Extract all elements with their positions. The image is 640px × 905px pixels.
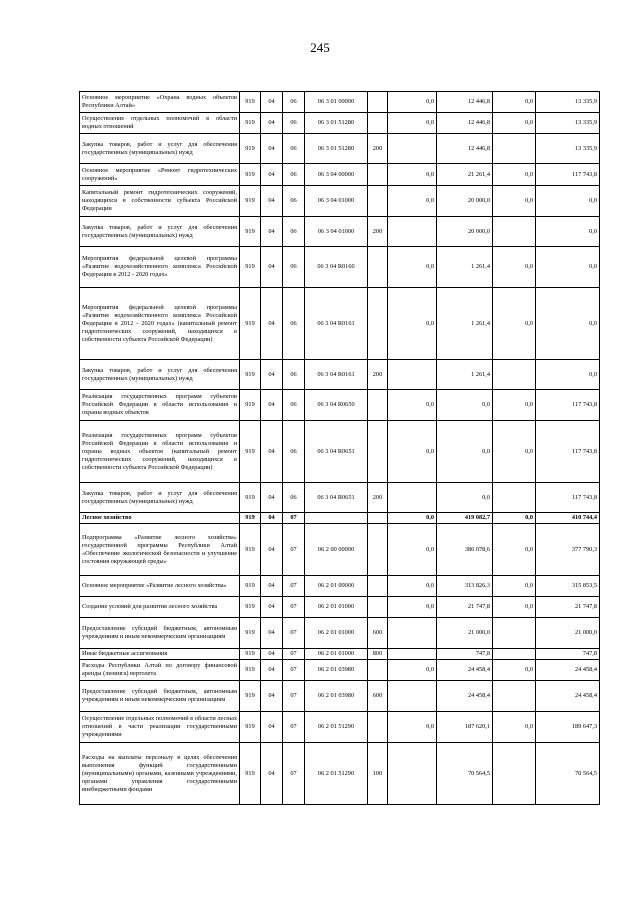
admin-code: 919 [240,660,261,681]
value-1 [388,360,437,390]
expense-type: 200 [368,217,388,247]
table-row [80,660,600,681]
admin-code: 919 [240,597,261,618]
admin-code: 919 [240,712,261,743]
section-code: 04 [261,712,283,743]
table-row [80,483,600,513]
target-article: 06 3 01 51280 [305,134,368,164]
section-code: 04 [261,134,283,164]
page-number: 245 [310,40,330,55]
expense-type [368,92,388,113]
row-name: Предоставление субсидий бюджетным, автономным учреждениям и иным некоммерческим организациям [80,618,240,649]
section-code: 04 [261,524,283,576]
target-article: 06 3 04 R0160 [305,247,368,288]
section-code: 04 [261,513,283,524]
section-code: 04 [261,576,283,597]
target-article: 06 2 01 01000 [305,649,368,660]
target-article: 06 3 04 01000 [305,217,368,247]
value-2: 1 261,4 [437,247,493,288]
value-3 [493,649,536,660]
value-2: 21 261,4 [437,164,493,186]
value-2: 20 000,0 [437,217,493,247]
subsection-code: 07 [283,712,305,743]
value-3 [493,743,536,805]
value-3 [493,483,536,513]
value-4: 0,0 [536,217,600,247]
value-3: 0,0 [493,421,536,483]
target-article: 06 3 01 00000 [305,92,368,113]
value-4: 24 458,4 [536,681,600,712]
value-2: 419 082,7 [437,513,493,524]
value-3: 0,0 [493,513,536,524]
target-article: 06 3 04 R0161 [305,288,368,360]
value-2: 1 261,4 [437,288,493,360]
subsection-code: 06 [283,92,305,113]
target-article: 06 3 04 R0161 [305,360,368,390]
value-4: 117 743,8 [536,421,600,483]
table-row [80,186,600,217]
budget-table [79,91,600,805]
admin-code: 919 [240,164,261,186]
section-code: 04 [261,360,283,390]
row-name: Реализация государственных программ субъектов Российской Федерации в области использования и охраны водных объектов [80,390,240,421]
value-3: 0,0 [493,113,536,134]
subsection-code: 07 [283,649,305,660]
target-article: 06 2 01 01000 [305,597,368,618]
table-row [80,649,600,660]
admin-code: 919 [240,524,261,576]
section-code: 04 [261,483,283,513]
target-article: 06 2 01 51290 [305,712,368,743]
value-2: 24 458,4 [437,660,493,681]
value-1: 0,0 [388,288,437,360]
section-code: 04 [261,247,283,288]
value-2: 0,0 [437,483,493,513]
value-1: 0,0 [388,113,437,134]
value-2: 20 000,0 [437,186,493,217]
subsection-code: 06 [283,421,305,483]
expense-type: 100 [368,743,388,805]
section-code: 04 [261,390,283,421]
table-row [80,113,600,134]
row-name: Расходы Республики Алтай по договору финансовой аренды (лизинга) вертолета [80,660,240,681]
section-code: 04 [261,288,283,360]
admin-code: 919 [240,743,261,805]
admin-code: 919 [240,92,261,113]
target-article: 06 3 04 01000 [305,186,368,217]
value-4: 377 790,3 [536,524,600,576]
subsection-code: 06 [283,113,305,134]
value-2: 21 747,8 [437,597,493,618]
expense-type [368,288,388,360]
table-row [80,576,600,597]
value-3 [493,618,536,649]
table-row [80,164,600,186]
section-code: 04 [261,217,283,247]
value-4: 21 000,0 [536,618,600,649]
row-name: Закупка товаров, работ и услуг для обеспечения государственных (муниципальных) нужд [80,217,240,247]
value-1 [388,483,437,513]
value-1 [388,743,437,805]
table-row [80,421,600,483]
value-4: 70 564,5 [536,743,600,805]
row-name: Создание условий для развития лесного хозяйства [80,597,240,618]
value-3: 0,0 [493,164,536,186]
table-row [80,743,600,805]
target-article: 06 3 04 00000 [305,164,368,186]
row-name: Расходы на выплаты персоналу в целях обеспечения выполнения функций государственными (муниципальными) органами, казенными учреждениями, органами управления государственными внебюджетными фондами [80,743,240,805]
subsection-code: 06 [283,483,305,513]
value-4: 0,0 [536,186,600,217]
expense-type: 200 [368,360,388,390]
subsection-code: 07 [283,743,305,805]
admin-code: 919 [240,513,261,524]
value-3: 0,0 [493,712,536,743]
value-2: 747,8 [437,649,493,660]
subsection-code: 06 [283,164,305,186]
row-name: Капитальный ремонт гидротехнических сооружений, находящихся в собственности субъекта Российской Федерации [80,186,240,217]
value-4: 747,8 [536,649,600,660]
value-3: 0,0 [493,288,536,360]
row-name: Подпрограмма «Развитие лесного хозяйства» государственной программы Республики Алтай «Обеспечение экологической безопасности и улучшение состояния окружающей среды» [80,524,240,576]
target-article: 06 2 00 00000 [305,524,368,576]
value-1 [388,134,437,164]
expense-type [368,597,388,618]
value-3 [493,134,536,164]
admin-code: 919 [240,483,261,513]
value-4: 13 335,9 [536,92,600,113]
table-row [80,513,600,524]
row-name: Основное мероприятие «Развитие лесного хозяйства» [80,576,240,597]
table-row [80,390,600,421]
value-1: 0,0 [388,247,437,288]
row-name: Предоставление субсидий бюджетным, автономным учреждениям и иным некоммерческим организациям [80,681,240,712]
value-4: 13 335,9 [536,134,600,164]
expense-type: 200 [368,134,388,164]
target-article: 06 3 04 R0651 [305,421,368,483]
row-name: Закупка товаров, работ и услуг для обеспечения государственных (муниципальных) нужд [80,134,240,164]
value-2: 12 446,8 [437,113,493,134]
value-2: 1 261,4 [437,360,493,390]
value-4: 0,0 [536,288,600,360]
row-name: Основное мероприятие «Охрана водных объектов Республики Алтай» [80,92,240,113]
section-code: 04 [261,649,283,660]
section-code: 04 [261,92,283,113]
value-2: 386 078,6 [437,524,493,576]
admin-code: 919 [240,681,261,712]
expense-type [368,660,388,681]
value-4: 189 647,3 [536,712,600,743]
expense-type [368,524,388,576]
section-code: 04 [261,743,283,805]
value-1: 0,0 [388,597,437,618]
value-1: 0,0 [388,513,437,524]
table-row [80,134,600,164]
expense-type [368,421,388,483]
value-4: 0,0 [536,360,600,390]
value-1: 0,0 [388,164,437,186]
admin-code: 919 [240,288,261,360]
value-3 [493,681,536,712]
subsection-code: 07 [283,681,305,712]
value-2: 0,0 [437,390,493,421]
row-name: Закупка товаров, работ и услуг для обеспечения государственных (муниципальных) нужд [80,360,240,390]
admin-code: 919 [240,247,261,288]
table-row [80,524,600,576]
table-row [80,618,600,649]
expense-type: 600 [368,681,388,712]
value-2: 0,0 [437,421,493,483]
subsection-code: 07 [283,597,305,618]
value-4: 117 743,8 [536,483,600,513]
subsection-code: 07 [283,513,305,524]
value-3: 0,0 [493,524,536,576]
table-row [80,597,600,618]
value-1: 0,0 [388,660,437,681]
value-3: 0,0 [493,92,536,113]
admin-code: 919 [240,618,261,649]
table-row [80,681,600,712]
row-name: Закупка товаров, работ и услуг для обеспечения государственных (муниципальных) нужд [80,483,240,513]
expense-type [368,712,388,743]
row-name: Основное мероприятие «Ремонт гидротехнических сооружений» [80,164,240,186]
value-2: 21 000,0 [437,618,493,649]
target-article: 06 2 01 51290 [305,743,368,805]
value-4: 117 743,8 [536,164,600,186]
subsection-code: 06 [283,360,305,390]
row-name: Мероприятия федеральной целевой программы «Развитие водохозяйственного комплекса Российской Федерации в 2012 - 2020 годах» (капитальный ремонт гидротехнических сооружений, находящихся в собственности субъекта Российской Федерации) [80,288,240,360]
admin-code: 919 [240,113,261,134]
subsection-code: 06 [283,288,305,360]
value-1 [388,217,437,247]
table-row [80,247,600,288]
value-4: 24 458,4 [536,660,600,681]
subsection-code: 06 [283,390,305,421]
target-article: 06 2 01 01000 [305,618,368,649]
row-name: Осуществление отдельных полномочий в области водных отношений [80,113,240,134]
value-1: 0,0 [388,92,437,113]
value-1 [388,618,437,649]
value-3 [493,360,536,390]
target-article: 06 3 04 R0650 [305,390,368,421]
section-code: 04 [261,186,283,217]
subsection-code: 07 [283,576,305,597]
value-1: 0,0 [388,390,437,421]
subsection-code: 06 [283,217,305,247]
value-2: 24 458,4 [437,681,493,712]
target-article: 06 2 01 03980 [305,660,368,681]
row-name: Лесное хозяйство [80,513,240,524]
value-1: 0,0 [388,186,437,217]
value-4: 117 743,8 [536,390,600,421]
row-name: Мероприятия федеральной целевой программы «Развитие водохозяйственного комплекса Российской Федерации в 2012 - 2020 годах» [80,247,240,288]
table-row [80,217,600,247]
expense-type [368,164,388,186]
target-article: 06 2 01 03980 [305,681,368,712]
value-4: 21 747,8 [536,597,600,618]
table-row [80,288,600,360]
value-3: 0,0 [493,186,536,217]
table-row [80,92,600,113]
value-4: 13 335,9 [536,113,600,134]
section-code: 04 [261,421,283,483]
value-2: 12 446,8 [437,92,493,113]
section-code: 04 [261,618,283,649]
admin-code: 919 [240,421,261,483]
target-article [305,513,368,524]
section-code: 04 [261,113,283,134]
section-code: 04 [261,164,283,186]
value-3: 0,0 [493,597,536,618]
admin-code: 919 [240,649,261,660]
expense-type: 600 [368,618,388,649]
admin-code: 919 [240,186,261,217]
value-3: 0,0 [493,390,536,421]
row-name: Реализация государственных программ субъектов Российской Федерации в области использования и охраны водных объектов (капитальный ремонт гидротехнических сооружений, находящихся в собственности субъекта Российской Федерации) [80,421,240,483]
value-1 [388,649,437,660]
value-2: 187 620,1 [437,712,493,743]
subsection-code: 07 [283,524,305,576]
value-3: 0,0 [493,660,536,681]
expense-type [368,247,388,288]
subsection-code: 07 [283,660,305,681]
section-code: 04 [261,660,283,681]
table-row [80,360,600,390]
section-code: 04 [261,681,283,712]
value-4: 0,0 [536,247,600,288]
admin-code: 919 [240,360,261,390]
target-article: 06 3 04 R0651 [305,483,368,513]
value-1: 0,0 [388,421,437,483]
row-name: Осуществление отдельных полномочий в области лесных отношений в части реализации государственными учреждениями [80,712,240,743]
value-4: 410 744,4 [536,513,600,524]
admin-code: 919 [240,576,261,597]
subsection-code: 06 [283,247,305,288]
subsection-code: 06 [283,186,305,217]
target-article: 06 3 01 51280 [305,113,368,134]
value-3: 0,0 [493,247,536,288]
subsection-code: 06 [283,134,305,164]
value-3: 0,0 [493,576,536,597]
value-4: 315 853,5 [536,576,600,597]
value-1 [388,681,437,712]
value-2: 70 564,5 [437,743,493,805]
expense-type [368,113,388,134]
admin-code: 919 [240,217,261,247]
value-2: 313 826,3 [437,576,493,597]
value-3 [493,217,536,247]
expense-type [368,513,388,524]
subsection-code: 07 [283,618,305,649]
value-1: 0,0 [388,712,437,743]
expense-type: 800 [368,649,388,660]
target-article: 06 2 01 00000 [305,576,368,597]
expense-type [368,390,388,421]
value-1: 0,0 [388,524,437,576]
value-1: 0,0 [388,576,437,597]
expense-type [368,186,388,217]
row-name: Иные бюджетные ассигнования [80,649,240,660]
section-code: 04 [261,597,283,618]
table-row [80,712,600,743]
expense-type [368,576,388,597]
expense-type: 200 [368,483,388,513]
value-2: 12 446,8 [437,134,493,164]
admin-code: 919 [240,134,261,164]
admin-code: 919 [240,390,261,421]
